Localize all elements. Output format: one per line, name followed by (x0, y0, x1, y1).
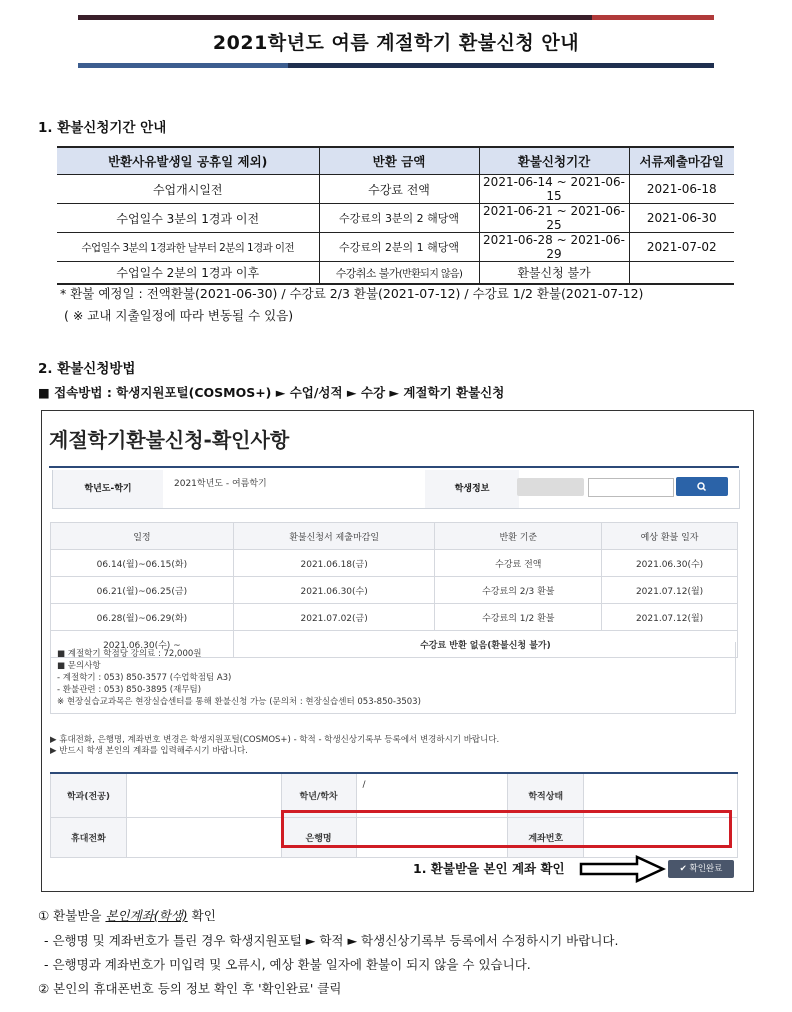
bottom-line-1-pre: ① 환불받을 (38, 908, 106, 923)
year-value: / (356, 773, 508, 818)
table-row (57, 262, 734, 285)
sched-cell: 수강료 전액 (435, 550, 602, 577)
sched-cell: 2021.06.30(수) ~ (51, 631, 234, 658)
sched-cell: 2021.07.12(월) (602, 577, 738, 604)
sched-cell: 수강료의 1/2 환불 (435, 604, 602, 631)
sched-cell: 2021.07.02(금) (233, 604, 435, 631)
year-label: 학년/학차 (281, 773, 356, 818)
header-reason: 반환사유발생일 공휴일 제외) (57, 147, 319, 175)
phone-value[interactable] (126, 818, 281, 858)
bottom-line-4: ② 본인의 휴대폰번호 등의 정보 확인 후 '확인완료' 클릭 (38, 981, 342, 996)
cell-period: 2021-06-21 ~ 2021-06-25 (479, 204, 629, 233)
student-info-label: 학생정보 (425, 470, 519, 508)
table-row (51, 550, 738, 577)
account-label: 계좌번호 (508, 818, 584, 858)
title-bar-accent-blue (78, 63, 288, 68)
confirm-button[interactable]: ✔ 확인완료 (668, 860, 734, 878)
section1-heading: 1. 환불신청기간 안내 (38, 120, 167, 136)
cell-reason: 수업일수 3분의 1경과 이전 (57, 204, 319, 233)
term-value: 2021학년도 - 여름학기 (174, 479, 267, 489)
cell-reason: 수업일수 2분의 1경과 이후 (57, 262, 319, 285)
title-bar-top (78, 15, 714, 20)
schedule-table (50, 522, 738, 658)
highlight-box (281, 810, 732, 848)
cell-reason: 수업개시일전 (57, 175, 319, 204)
cell-amount: 수강료의 2분의 1 해당액 (319, 233, 479, 262)
cell-amount: 수강료의 3분의 2 해당액 (319, 204, 479, 233)
warning-line: ▶ 휴대전화, 은행명, 계좌번호 변경은 학생지원포털(COSMOS+) - 학적 - 학생신상기록부 등록에서 변경하시기 바랍니다. (50, 735, 500, 745)
table-row (57, 204, 734, 233)
bank-label: 은행명 (281, 818, 356, 858)
schedule-change-note: ( ※ 교내 지출일정에 따라 변동될 수 있음) (64, 308, 294, 323)
term-label: 학년도-학기 (53, 470, 163, 508)
title-bar-bottom (78, 63, 714, 68)
header-deadline: 서류제출마감일 (629, 147, 734, 175)
sched-header-deadline: 환불신청서 제출마감일 (233, 523, 435, 550)
sched-header-period: 일정 (51, 523, 234, 550)
student-id-field[interactable] (517, 478, 584, 496)
arrow-right-icon (579, 855, 667, 883)
status-label: 학적상태 (508, 773, 584, 818)
cell-amount (319, 262, 479, 285)
cell-period: 환불신청 불가 (479, 262, 629, 285)
sched-cell: 수강료의 2/3 환불 (435, 577, 602, 604)
bottom-line-2: - 은행명 및 계좌번호가 틀린 경우 학생지원포털 ► 학적 ► 학생신상기록부 등록에서 수정하시기 바랍니다. (44, 933, 619, 948)
cell-period: 2021-06-14 ~ 2021-06-15 (479, 175, 629, 204)
sched-cell: 06.21(월)~06.25(금) (51, 577, 234, 604)
phone-label: 휴대전화 (51, 818, 127, 858)
cell-amount-main: 수강취소 불가 (335, 266, 399, 280)
info-line: ■ 문의사항 (57, 661, 101, 671)
warning-notes (50, 735, 499, 757)
table-header-row (57, 147, 734, 175)
own-account-emphasis: 본인계좌(학생) (105, 908, 188, 923)
cell-deadline: 2021-06-18 (629, 175, 734, 204)
section2-heading: 2. 환불신청방법 (38, 361, 136, 377)
header-period: 환불신청기간 (479, 147, 629, 175)
cell-reason: 수업일수 3분의 1경과한 날부터 2분의 1경과 이전 (57, 233, 319, 262)
table-row (57, 233, 734, 262)
refund-period-table (57, 146, 734, 285)
sched-cell: 2021.06.30(수) (602, 550, 738, 577)
cell-period: 2021-06-28 ~ 2021-06-29 (479, 233, 629, 262)
table-header-row (51, 523, 738, 550)
header-amount: 반환 금액 (319, 147, 479, 175)
sched-cell: 06.28(월)~06.29(화) (51, 604, 234, 631)
student-name-field[interactable] (588, 478, 674, 497)
sched-cell-no-refund: 수강료 반환 없음(환불신청 불가) (233, 631, 737, 658)
sched-header-basis: 반환 기준 (435, 523, 602, 550)
cell-deadline: 2021-06-30 (629, 204, 734, 233)
page-title: 2021학년도 여름 계절학기 환불신청 안내 (212, 32, 580, 54)
sched-cell: 2021.07.12(월) (602, 604, 738, 631)
cell-deadline: 2021-07-02 (629, 233, 734, 262)
table-row (51, 577, 738, 604)
info-box (50, 642, 736, 714)
sched-cell: 2021.06.18(금) (233, 550, 435, 577)
info-line: - 계절학기 : 053) 850-3577 (수업학점팀 A3) (57, 673, 232, 683)
screen-title-rule (49, 466, 739, 468)
access-path: ■ 접속방법 : 학생지원포털(COSMOS+) ► 수업/성적 ► 수강 ► 계절학기 환불신청 (38, 385, 505, 400)
info-line: - 환불관련 : 053) 850-3895 (재무팀) (57, 685, 202, 695)
callout-text: 1. 환불받을 본인 계좌 확인 (413, 861, 565, 876)
sched-cell: 06.14(월)~06.15(화) (51, 550, 234, 577)
warning-line: ▶ 반드시 학생 본인의 계좌를 입력해주시기 바랍니다. (50, 746, 248, 756)
bottom-line-1-post: 확인 (187, 908, 216, 923)
info-line: ■ 계절학기 학점당 강의료 : 72,000원 (57, 649, 202, 659)
dept-value (126, 773, 281, 818)
cell-amount-sub: (반환되지 않음) (398, 268, 463, 280)
dept-label: 학과(전공) (51, 773, 127, 818)
sched-cell: 2021.06.30(수) (233, 577, 435, 604)
screen-title: 계절학기환불신청-확인사항 (49, 428, 290, 452)
table-row (57, 175, 734, 204)
cell-deadline (629, 262, 734, 285)
table-row (51, 604, 738, 631)
refund-date-note: * 환불 예정일 : 전액환불(2021-06-30) / 수강료 2/3 환불(2021-07-12) / 수강료 1/2 환불(2021-07-12) (60, 286, 644, 301)
sched-header-date: 예상 환불 일자 (602, 523, 738, 550)
search-icon (676, 477, 728, 496)
bottom-line-3: - 은행명과 계좌번호가 미입력 및 오류시, 예상 환불 일자에 환불이 되지 않을 수 있습니다. (44, 957, 531, 972)
title-bar-accent (592, 15, 714, 20)
info-line: ※ 현장실습교과목은 현장실습센터를 통해 환불신청 가능 (문의처 : 현장실습센터 053-850-3503) (57, 697, 421, 707)
bottom-line-1 (38, 906, 216, 924)
cell-amount: 수강료 전액 (319, 175, 479, 204)
search-button[interactable] (676, 477, 728, 496)
